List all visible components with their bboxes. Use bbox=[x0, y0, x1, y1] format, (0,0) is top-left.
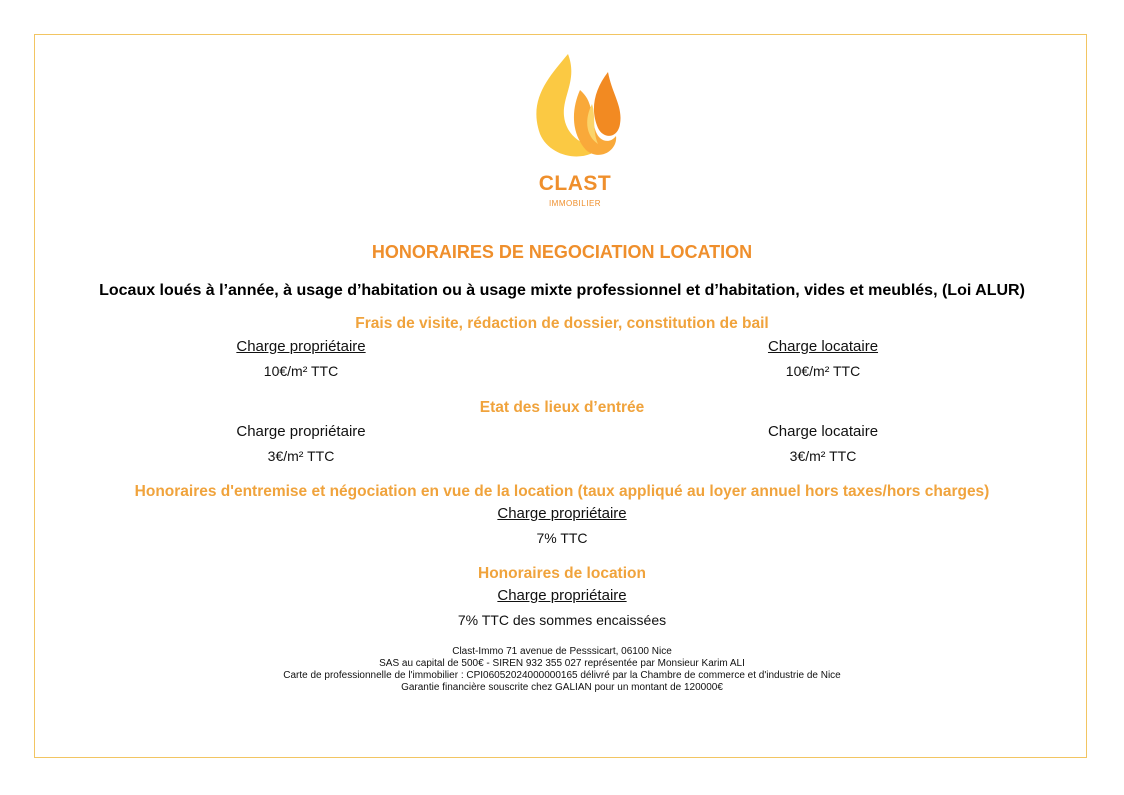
section-heading-location: Honoraires de location bbox=[478, 565, 646, 582]
page-title: HONORAIRES DE NEGOCIATION LOCATION bbox=[371, 242, 753, 262]
footer-company: SAS au capital de 500€ - SIREN 932 355 027 représentée par Monsieur Karim ALI bbox=[379, 658, 745, 669]
section4-label: Charge propriétaire bbox=[497, 587, 627, 604]
section2-left-label: Charge propriétaire bbox=[236, 423, 366, 440]
brand-name: CLAST bbox=[538, 172, 612, 195]
brand-subtitle: IMMOBILIER bbox=[548, 199, 602, 208]
section3-value: 7% TTC bbox=[536, 530, 588, 546]
section1-left-value: 10€/m² TTC bbox=[263, 363, 339, 379]
section-heading-entremise: Honoraires d'entremise et négociation en vue de la location (taux appliqué au loyer annuel hors taxes/hors charges) bbox=[134, 483, 990, 500]
section-heading-etat-des-lieux: Etat des lieux d’entrée bbox=[479, 399, 645, 416]
section2-left-value: 3€/m² TTC bbox=[267, 448, 335, 464]
flame-logo-icon bbox=[520, 50, 630, 170]
section4-value: 7% TTC des sommes encaissées bbox=[457, 612, 667, 628]
section1-right-label: Charge locataire bbox=[767, 338, 879, 355]
footer-guarantee: Garantie financière souscrite chez GALIAN pour un montant de 120000€ bbox=[401, 682, 723, 693]
section1-right-value: 10€/m² TTC bbox=[785, 363, 861, 379]
section2-right-label: Charge locataire bbox=[767, 423, 879, 440]
section3-label: Charge propriétaire bbox=[497, 505, 627, 522]
section-heading-visite: Frais de visite, rédaction de dossier, constitution de bail bbox=[355, 315, 769, 332]
page-subtitle: Locaux loués à l’année, à usage d’habitation ou à usage mixte professionnel et d’habitation, vides et meublés, (Loi ALUR) bbox=[99, 282, 1025, 299]
footer-address: Clast-Immo 71 avenue de Pesssicart, 06100 Nice bbox=[452, 646, 672, 657]
footer-license: Carte de professionnelle de l'immobilier : CPI06052024000000165 délivré par la Chambre de commerce et d'industrie de Nice bbox=[283, 670, 841, 681]
section1-left-label: Charge propriétaire bbox=[236, 338, 366, 355]
section2-right-value: 3€/m² TTC bbox=[789, 448, 857, 464]
